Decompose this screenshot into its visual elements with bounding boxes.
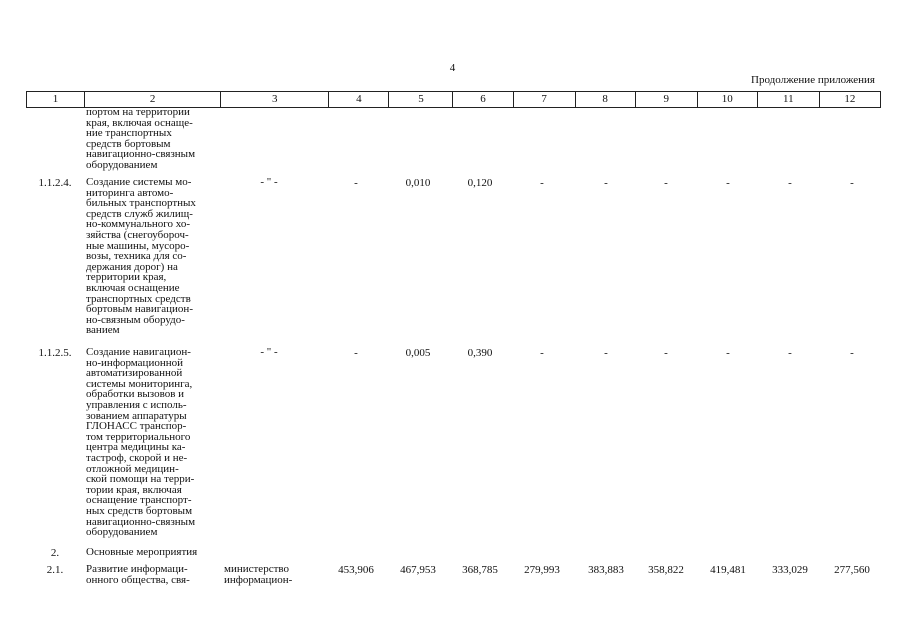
row-name-line: Создание навигацион- xyxy=(86,346,191,358)
row-name-line: Развитие информаци- xyxy=(86,563,188,575)
row-name-line: автоматизированной xyxy=(86,367,183,380)
column-header: 10 xyxy=(697,92,757,108)
row-name-line: ванием xyxy=(86,324,120,337)
row-name-line: транспортных средств xyxy=(86,292,191,305)
value-cell: 467,953 xyxy=(400,564,436,576)
value-cell: - xyxy=(354,347,358,359)
row-name xyxy=(86,547,216,558)
row-name-line: навигационно-связным xyxy=(86,515,196,528)
row-name-line: ниторинга автомо- xyxy=(86,186,174,199)
value-cell: 277,560 xyxy=(834,564,870,576)
column-header: 4 xyxy=(329,92,389,108)
column-header: 11 xyxy=(757,92,819,108)
row-name-line: оснащение транспорт- xyxy=(86,494,192,507)
page-number: 4 xyxy=(449,62,456,74)
row-name-line: отложной медицин- xyxy=(86,462,179,475)
row-name xyxy=(86,564,216,585)
row-executor xyxy=(224,564,314,585)
row-number: 1.1.2.4. xyxy=(38,177,72,189)
row-name-line: тории края, включая xyxy=(86,483,182,496)
value-cell: - xyxy=(354,177,358,189)
column-header: 5 xyxy=(389,92,453,108)
row-name-line: ние транспортных xyxy=(86,127,172,140)
value-cell: 0,120 xyxy=(467,177,493,189)
row-number: 1.1.2.5. xyxy=(38,347,72,359)
row-name-line: средств бортовым xyxy=(86,137,171,150)
row-name-line: ГЛОНАСС транспор- xyxy=(86,420,187,433)
row-name-line: Основные мероприятия xyxy=(86,546,198,558)
row-name-line: но-коммунального хо- xyxy=(86,218,191,231)
row-name-line: онного общества, свя- xyxy=(86,573,190,586)
row-executor-line: - " - xyxy=(260,346,278,358)
row-name-line: но-информационной xyxy=(86,356,183,369)
value-cell: 333,029 xyxy=(772,564,808,576)
value-cell: 279,993 xyxy=(524,564,560,576)
row-executor-line: информацион- xyxy=(224,573,293,586)
row-name xyxy=(86,107,216,171)
row-name-line: оборудованием xyxy=(86,526,158,539)
row-executor-line: - " - xyxy=(260,176,278,188)
row-number: 2.1. xyxy=(46,564,64,576)
column-header: 12 xyxy=(819,92,880,108)
column-header: 6 xyxy=(453,92,513,108)
row-name-line: бортовым навигацион- xyxy=(86,303,193,316)
value-cell: 0,010 xyxy=(405,177,431,189)
row-name-line: обработки вызовов и xyxy=(86,388,185,401)
row-name-line: навигационно-связным xyxy=(86,148,196,161)
value-cell: 419,481 xyxy=(710,564,746,576)
value-cell: - xyxy=(540,347,544,359)
value-cell: 0,390 xyxy=(467,347,493,359)
row-name xyxy=(86,177,216,336)
value-cell: - xyxy=(850,177,854,189)
row-name-line: оборудованием xyxy=(86,158,158,171)
value-cell: - xyxy=(540,177,544,189)
row-number: 2. xyxy=(50,547,60,559)
row-name-line: бильных транспортных xyxy=(86,197,196,210)
value-cell: 368,785 xyxy=(462,564,498,576)
value-cell: - xyxy=(850,347,854,359)
value-cell: 358,822 xyxy=(648,564,684,576)
column-header: 7 xyxy=(513,92,575,108)
value-cell: - xyxy=(664,177,668,189)
value-cell: 453,906 xyxy=(338,564,374,576)
row-name-line: центра медицины ка- xyxy=(86,441,186,454)
row-executor-line: министерство xyxy=(224,563,290,575)
value-cell: - xyxy=(788,177,792,189)
row-name-line: ных средств бортовым xyxy=(86,504,193,517)
row-name-line: края, включая оснаще- xyxy=(86,116,193,129)
value-cell: - xyxy=(664,347,668,359)
value-cell: - xyxy=(604,347,608,359)
row-name-line: держания дорог) на xyxy=(86,260,178,273)
continuation-label: Продолжение приложения xyxy=(751,74,875,86)
row-executor xyxy=(224,177,314,188)
row-executor xyxy=(224,347,314,358)
row-name-line: Создание системы мо- xyxy=(86,176,192,188)
row-name xyxy=(86,347,216,538)
row-name-line: возы, техника для со- xyxy=(86,250,187,263)
value-cell: - xyxy=(788,347,792,359)
row-name-line: включая оснащение xyxy=(86,281,180,294)
row-name-line: портом на территории xyxy=(86,106,190,118)
row-name-line: но-связным оборудо- xyxy=(86,313,185,326)
column-header: 8 xyxy=(575,92,635,108)
value-cell: - xyxy=(604,177,608,189)
row-name-line: тастроф, скорой и не- xyxy=(86,451,188,464)
row-name-line: ные машины, мусоро- xyxy=(86,239,190,252)
row-name-line: средств служб жилищ- xyxy=(86,207,193,220)
row-name-line: зяйства (снегоубороч- xyxy=(86,228,189,241)
value-cell: - xyxy=(726,347,730,359)
column-header: 3 xyxy=(221,92,329,108)
row-name-line: управления с исполь- xyxy=(86,398,187,411)
row-name-line: территории края, xyxy=(86,271,167,284)
column-header: 2 xyxy=(85,92,221,108)
column-header: 1 xyxy=(27,92,85,108)
column-header: 9 xyxy=(635,92,697,108)
row-name-line: том территориального xyxy=(86,430,191,443)
row-name-line: зованием аппаратуры xyxy=(86,409,187,422)
row-name-line: системы мониторинга, xyxy=(86,377,193,390)
row-name-line: ской помощи на терри- xyxy=(86,473,195,486)
value-cell: 0,005 xyxy=(405,347,431,359)
value-cell: 383,883 xyxy=(588,564,624,576)
value-cell: - xyxy=(726,177,730,189)
